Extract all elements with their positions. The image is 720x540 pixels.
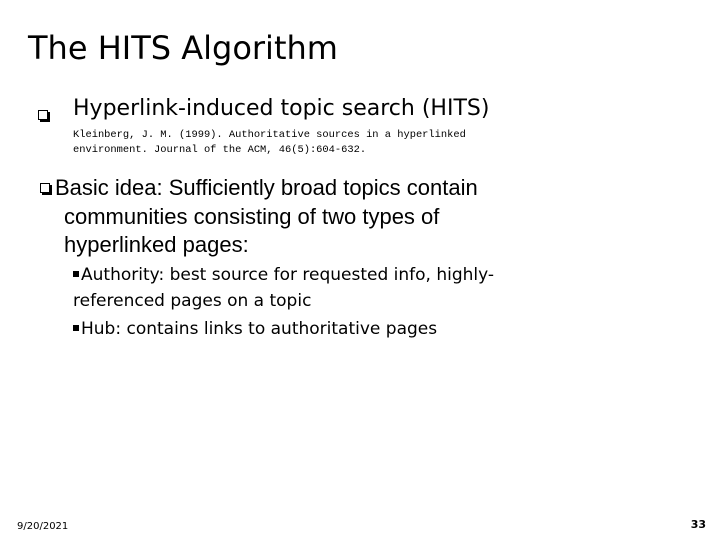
citation-line-1: Kleinberg, J. M. (1999). Authoritative sources in a hyperlinked	[73, 129, 466, 141]
slide-title: The HITS Algorithm	[28, 29, 338, 67]
bullet-basic-idea-text-1: Basic idea: Sufficiently broad topics contain	[55, 175, 478, 200]
square-bullet-icon	[40, 183, 50, 193]
filled-square-bullet-icon	[73, 325, 79, 331]
page-number: 33	[690, 518, 706, 531]
subbullet-authority-continued: referenced pages on a topic	[73, 291, 312, 311]
subbullet-hub-text: Hub: contains links to authoritative pages	[81, 319, 438, 339]
filled-square-bullet-icon	[73, 271, 79, 277]
bullet-hits-definition: Hyperlink-induced topic search (HITS)	[73, 96, 490, 121]
subbullet-hub	[73, 315, 437, 343]
bullet-basic-idea-line-1	[40, 174, 560, 203]
footer-date: 9/20/2021	[17, 521, 69, 532]
citation-line-2: environment. Journal of the ACM, 46(5):604-632.	[73, 143, 367, 156]
subbullet-authority-text-1: Authority: best source for requested info, highly-	[81, 265, 495, 285]
square-bullet-icon	[38, 110, 48, 120]
bullet-basic-idea	[40, 174, 560, 260]
subbullet-authority	[73, 261, 494, 289]
bullet-basic-idea-line-3: hyperlinked pages:	[64, 232, 249, 257]
citation	[73, 128, 543, 157]
bullet-basic-idea-line-2: communities consisting of two types of	[64, 203, 440, 229]
